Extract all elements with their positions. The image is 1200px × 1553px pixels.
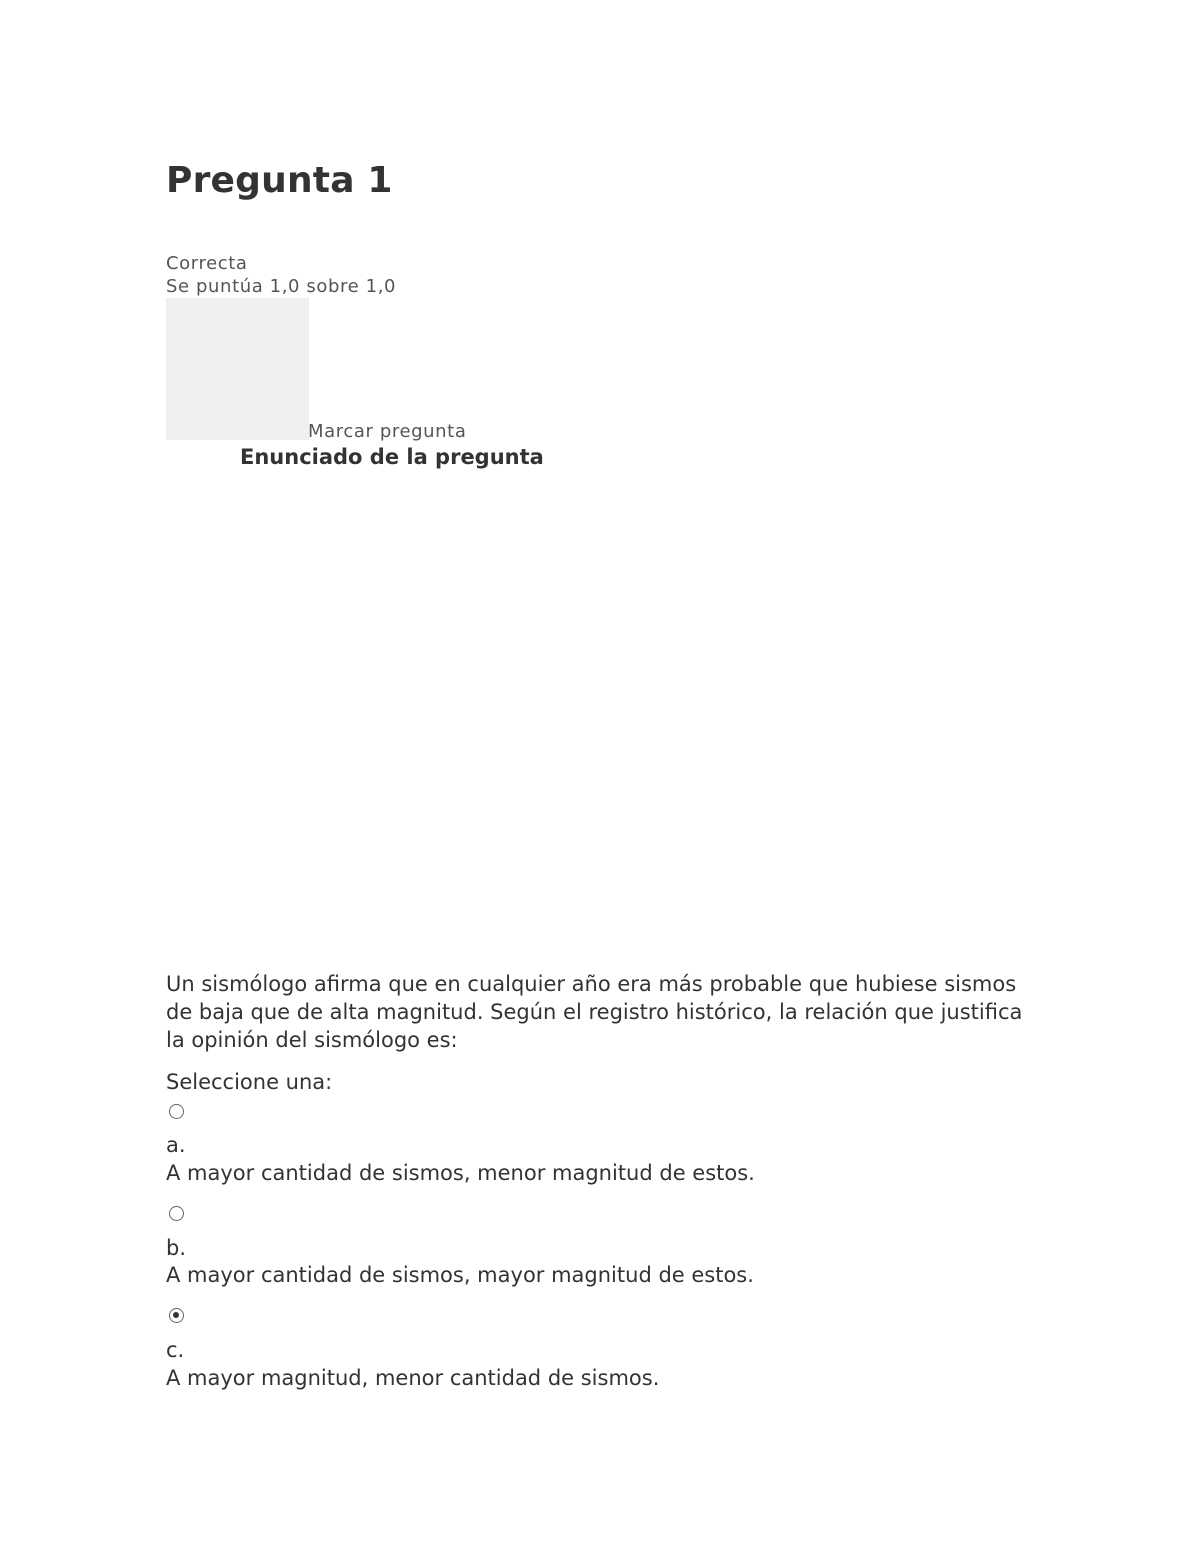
option-c-letter: c. — [166, 1338, 185, 1362]
option-b-letter: b. — [166, 1236, 187, 1260]
question-grade: Se puntúa 1,0 sobre 1,0 — [166, 276, 397, 297]
question-title: Pregunta 1 — [166, 160, 393, 201]
flag-question-link[interactable]: Marcar pregunta — [308, 421, 467, 442]
option-c-text[interactable]: A mayor magnitud, menor cantidad de sismos. — [166, 1366, 660, 1390]
answer-prompt: Seleccione una: — [166, 1070, 333, 1094]
option-a-letter: a. — [166, 1133, 186, 1157]
question-text: Un sismólogo afirma que en cualquier año era más probable que hubiese sismos de baja que de alta magnitud. Según el registro histórico, la relación que justifica la opinión del sismólogo es: — [166, 972, 1023, 1052]
option-b-radio[interactable] — [169, 1206, 184, 1221]
option-c-radio[interactable] — [169, 1308, 184, 1323]
option-a-text[interactable]: A mayor cantidad de sismos, menor magnitud de estos. — [166, 1161, 755, 1185]
flag-icon[interactable] — [166, 298, 309, 440]
statement-heading: Enunciado de la pregunta — [240, 445, 544, 469]
question-state: Correcta — [166, 253, 248, 274]
option-a-radio[interactable] — [169, 1104, 184, 1119]
option-b-text[interactable]: A mayor cantidad de sismos, mayor magnitud de estos. — [166, 1263, 754, 1287]
